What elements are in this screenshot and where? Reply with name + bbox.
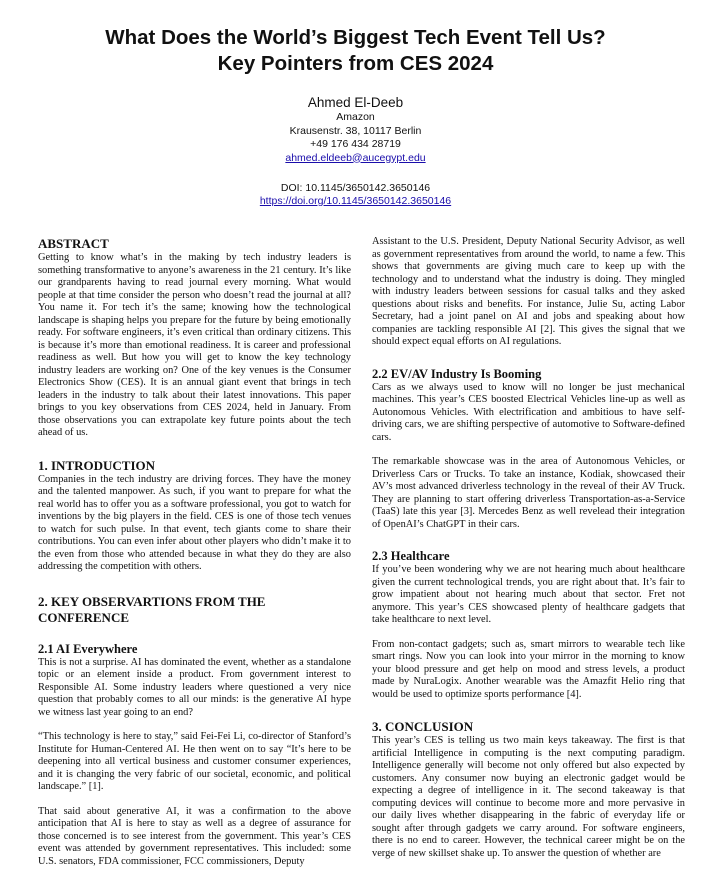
ev-av-heading: 2.2 EV/AV Industry Is Booming	[372, 366, 542, 381]
left-column	[38, 236, 351, 880]
author-email-link[interactable]: ahmed.eldeeb@aucegypt.edu	[285, 151, 426, 164]
right-column	[372, 236, 685, 872]
ai-paragraph-1: This is not a surprise. AI has dominated the event, whether as a standalone topic or an element inside a product. From government interest to Responsible AI. Some industry leaders where questioned a very nice question that probably comes to all our minds: is the generative AI hype we witness last year going to an end?	[38, 656, 351, 718]
ai-paragraph-2: “This technology is here to stay,” said Fei-Fei Li, co-director of Stanford’s Institute for Human-Centered AI. He then went on to say “It’s here to be deepening into all vertical business and customer consumer experiences, and it is changing the very fabric of our societal, economic, and political landscape.” [1].	[38, 731, 351, 792]
healthcare-heading: 2.3 Healthcare	[372, 549, 450, 563]
title-line-1: What Does the World’s Biggest Tech Event Tell Us?	[105, 26, 606, 49]
paper-title	[0, 25, 711, 77]
introduction-text: Companies in the tech industry are driving forces. They have the money and the talented manpower. As such, if you want to prepare for what the real world has to offer you as a software professional, you got to watch for inventions by the big players in the field. CES is one of those tech venues to watch for such pulse. In that event, tech giants come to share their contributions. You can even infer about other players who didn’t make it to the even from those who attended because in what they do they are also addressing the competition with others.	[38, 473, 351, 572]
healthcare-paragraph-2: From non-contact gadgets; such as, smart mirrors to wearable tech like smart rings. Now you can look into your mirror in the morning to know your blood pressure and get help on mood and stress levels, a product made by NuraLogix. Another wearable was the Amazfit Helio ring that would be used to optimize sports performance [4].	[372, 638, 685, 700]
author-phone: +49 176 434 28719	[310, 138, 401, 150]
conclusion-text: This year’s CES is telling us two main keys takeaway. The first is that artificial Intelligence in computing is the next computing paradigm. Intelligence generally will become not only offered but also expected by customers. Any consumer now buying an electronic gadget would be expecting a degree of intelligence in it. The second takeaway is that computing devices will continue to become more and more pervasive in our daily lives whether disappearing in the fabric of everyday life or sought after through gadgets we carry around. For software engineers, there is no end to career. However, the technical career might be on the verge of new skillset shake up. To answer the question of whether are	[372, 735, 685, 859]
introduction-heading: 1. INTRODUCTION	[38, 457, 156, 473]
ev-paragraph-2: The remarkable showcase was in the area of Autonomous Vehicles, or Driverless Cars or Trucks. To take an instance, Kodiak, showcased their AV’s most advanced driverless technology in the reveal of their AV Truck. They are planning to start offering driverless Transportation-as-a-Service (TaaS) late this year [3]. Mercedes Benz as well revelead their integration of OpenAI’s ChatGPT in their cars.	[372, 456, 685, 530]
observations-heading: 2. KEY OBSERVARTIONS FROM THE CONFERENCE	[38, 593, 266, 625]
ai-paragraph-4: Assistant to the U.S. President, Deputy National Security Advisor, as well as government representatives from around the world, to name a few. This shows that governments are giving much care to keep up with the technology and to understand what the industry is doing. They mingled with industry leaders between sessions for casual talks and they asked questions about risks and benefits. For instance, Julie Su, acting Labor Secretary, had a joint panel on AI and jobs and speaking about how companies are tackling responsible AI [2]. This gives the signal that we should expect equal efforts on AI regulations.	[372, 236, 685, 347]
healthcare-paragraph-1: If you’ve been wondering why we are not hearing much about healthcare given the current technological trends, you are right about that. It’s fair to grow impatient about not hearing much about that sector. Fret not anymore. This year’s CES showcased plenty of healthcare gadgets that take healthcare to next level.	[372, 564, 685, 625]
author-block	[0, 94, 711, 165]
ai-paragraph-3: That said about generative AI, it was a confirmation to the above anticipation that AI is here to stay as well as a degree of assurance for those concerned is to see interest from the government. This year’s CES event was attended by government representatives. This included: some U.S. senators, FDA commissioner, FCC commissioners, Deputy	[38, 805, 351, 867]
abstract-text: Getting to know what’s in the making by tech industry leaders is something transformative to anyone’s awareness in the 21 century. It’s like our grandparents having to read journal every morning. What would people at that time consider the person who doesn’t read the journal at all? You name it. For tech it’s the same; knowing how the technological landscape is shaping helps you prepare for the future by being emotionally ready. For software engineers, it’s even critical than ordinary citizens. This is because it’s more than emotional readiness. It is career and professional readiness as well. But how you will get to know the key technology industry leaders are working on? One of the key venues is the Consumer Electronics Show (CES). It is an annual giant event that brings in tech leaders in the industry to talk about their latest innovations. This paper brings to you key observations from CES 2024, held in January. From those observations you can extrapolate key future points about the tech ahead of us.	[38, 252, 351, 438]
abstract-heading: ABSTRACT	[38, 236, 109, 251]
ev-paragraph-1: Cars as we always used to know will no longer be just mechanical machines. This year’s CES boosted Electrical Vehicles line-up as well as Autonomous Vehicles. With electrification and ambitious to have self-driving cars, we are shifting perspective of automotive to Software-defined cars.	[372, 381, 685, 443]
ai-everywhere-heading: 2.1 AI Everywhere	[38, 641, 138, 656]
doi-block	[0, 182, 711, 208]
title-line-2: Key Pointers from CES 2024	[217, 52, 494, 75]
conclusion-heading: 3. CONCLUSION	[372, 719, 474, 734]
doi-link[interactable]: https://doi.org/10.1145/3650142.3650146	[259, 195, 452, 207]
author-address: Krausenstr. 38, 10117 Berlin	[289, 124, 422, 137]
doi-label: DOI: 10.1145/3650142.3650146	[280, 182, 431, 194]
author-name: Ahmed El-Deeb	[307, 95, 404, 110]
author-org: Amazon	[336, 111, 375, 123]
